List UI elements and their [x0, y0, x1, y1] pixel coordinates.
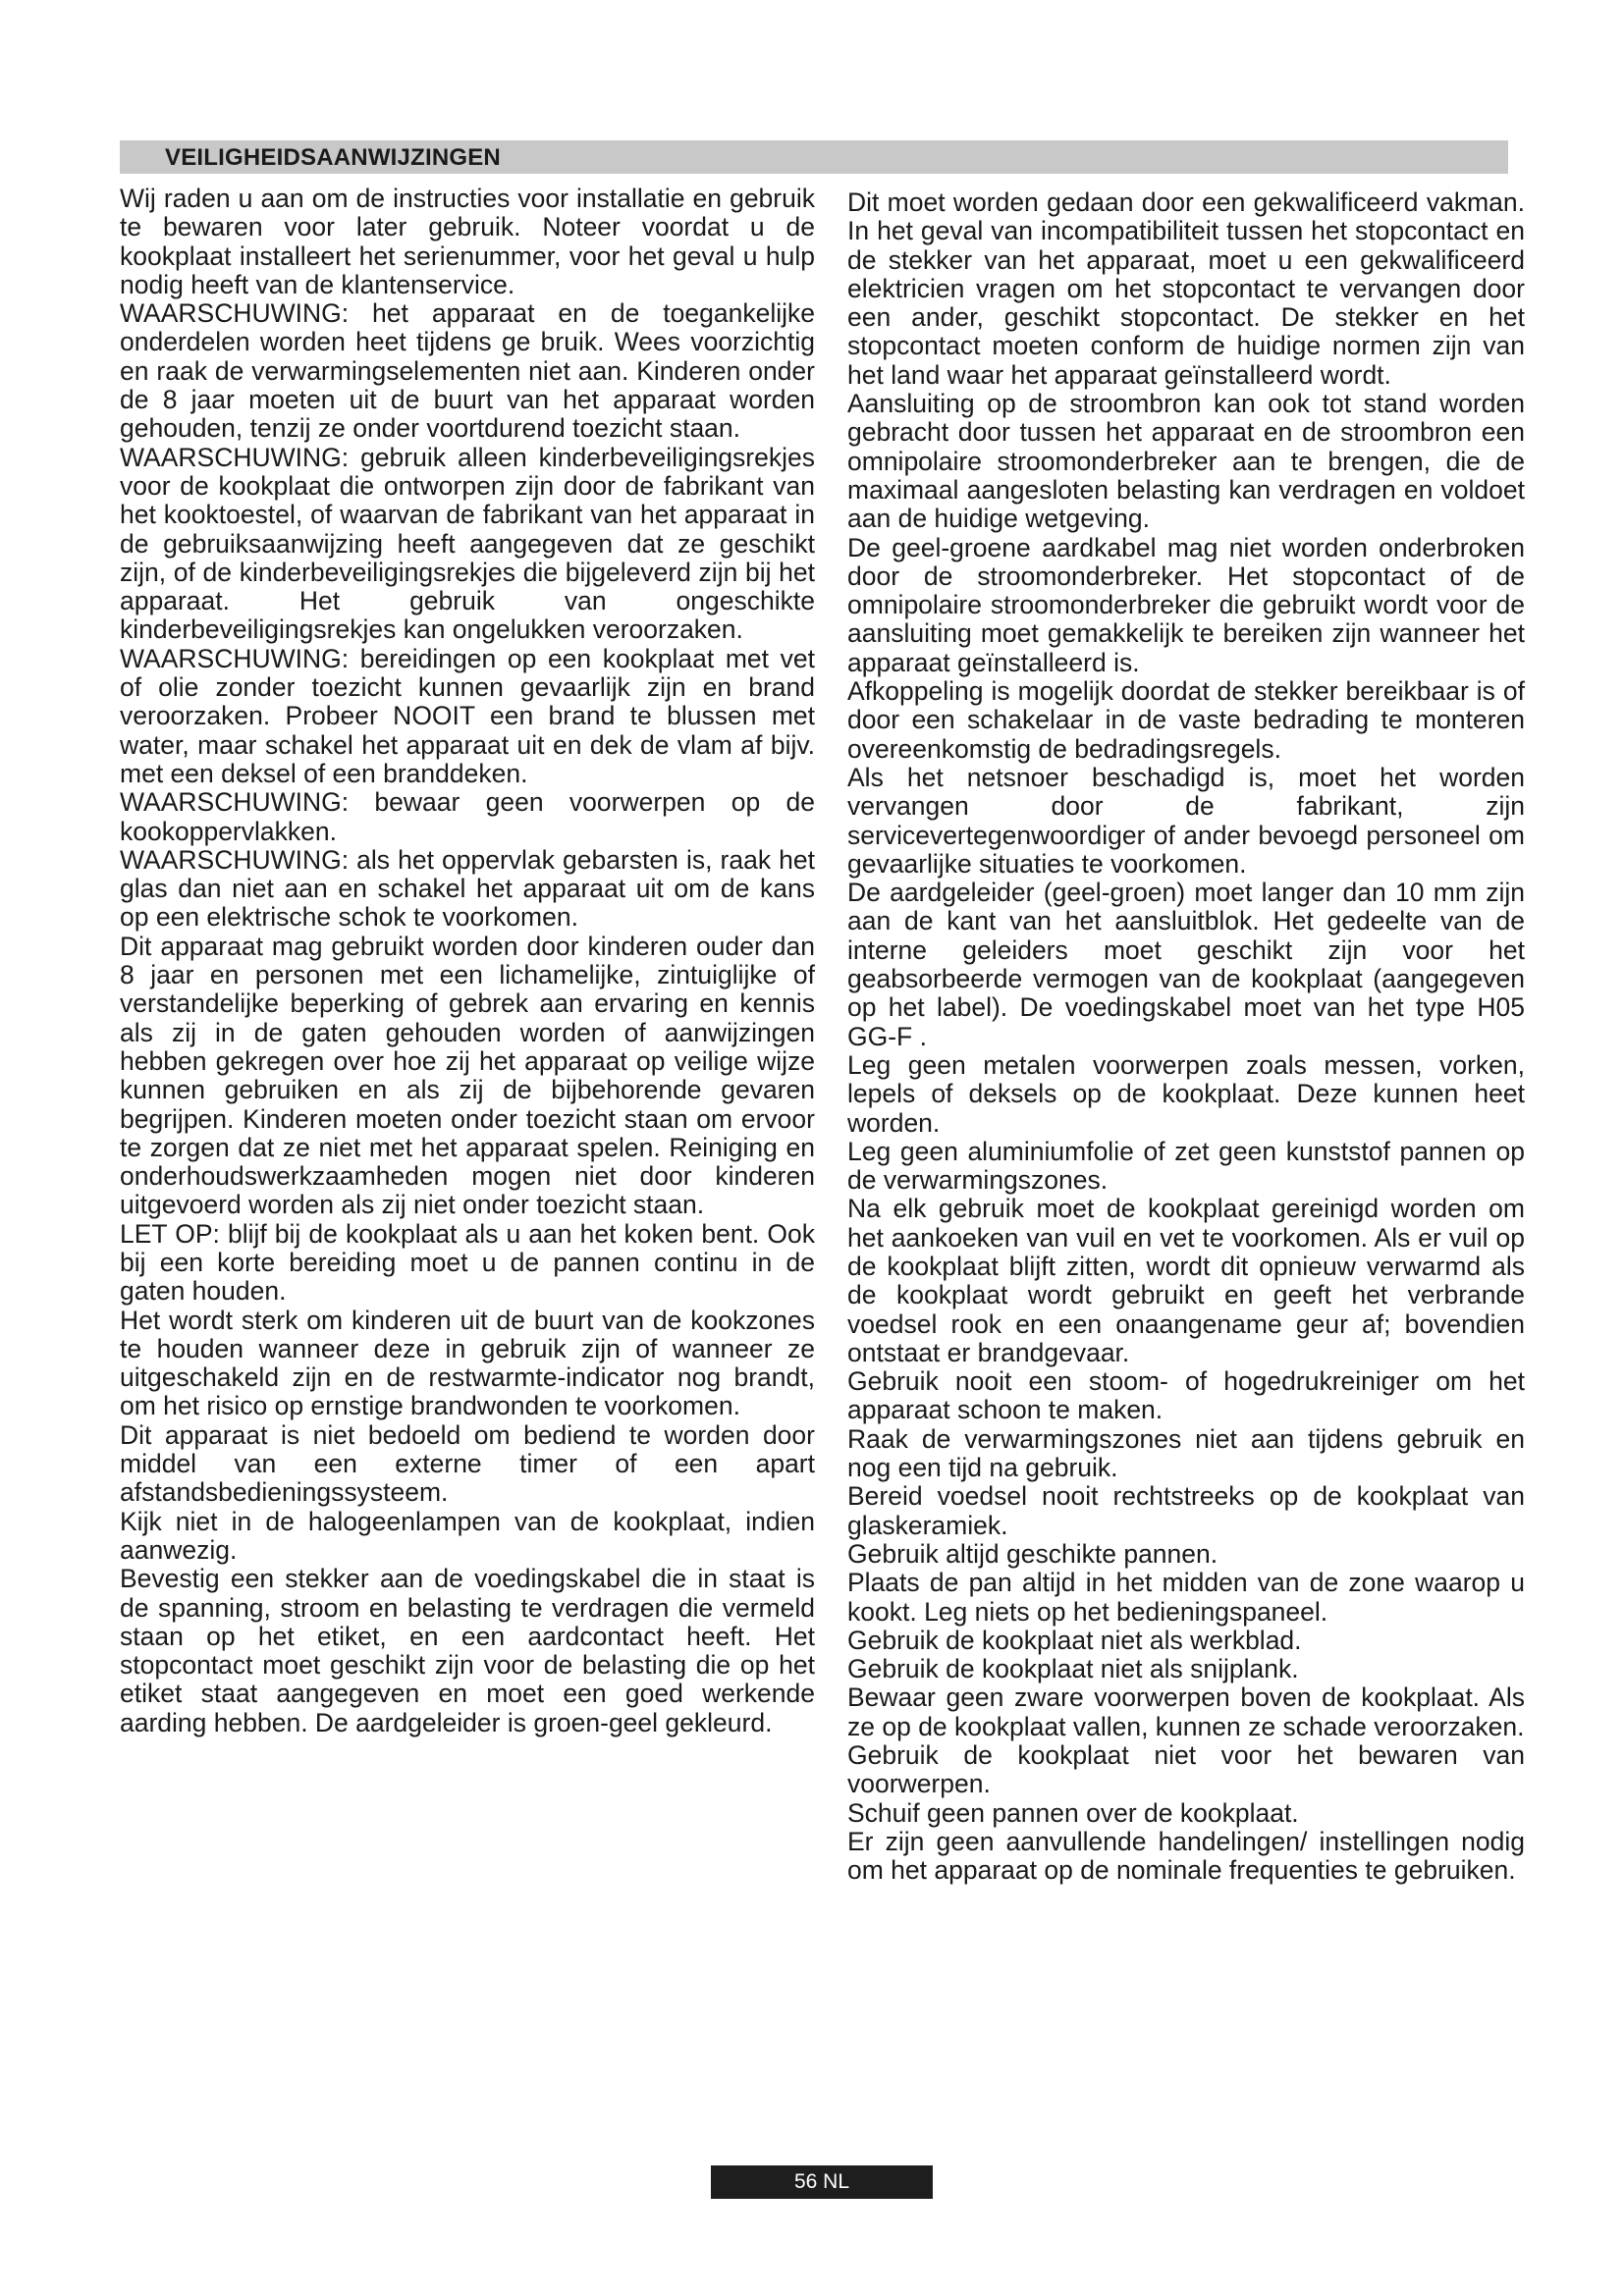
paragraph: Leg geen metalen voorwerpen zoals messen, vorken, lepels of deksels op de kookplaat. Deze kunnen heet worden. [847, 1049, 1525, 1138]
paragraph: Er zijn geen aanvullende handelingen/ instellingen nodig om het apparaat op de nominale frequenties te gebruiken. [847, 1826, 1525, 1886]
paragraph: LET OP: blijf bij de kookplaat als u aan het koken bent. Ook bij een korte bereiding moet u de pannen continu in de gaten houden. [120, 1218, 815, 1307]
paragraph: Wij raden u aan om de instructies voor installatie en gebruik te bewaren voor later gebruik. Noteer voordat u de kookplaat installeert het serienummer, voor het geval u hulp nodig heeft van de klantenservice. [120, 184, 815, 299]
paragraph: Het wordt sterk om kinderen uit de buurt van de kookzones te houden wanneer deze in gebruik zijn of wanneer ze uitgeschakeld zijn en de restwarmte-indicator nog brandt, om het risico op ernstige brandwonden te voorkomen. [120, 1305, 815, 1421]
paragraph: Gebruik de kookplaat niet als werkblad. [847, 1625, 1302, 1655]
paragraph: Dit moet worden gedaan door een gekwalificeerd vakman. In het geval van incompatibiliteit tussen het stopcontact en de stekker van het apparaat, moet u een gekwalificeerd elektricien vragen om het stopcontact te vervangen door een ander, geschikt stopcontact. De stekker en het stopcontact moeten conform de huidige normen zijn van het land waar het apparaat geïnstalleerd wordt. [847, 187, 1525, 390]
paragraph: WAARSCHUWING: bewaar geen voorwerpen op de kookoppervlakken. [120, 787, 815, 846]
paragraph: Aansluiting op de stroombron kan ook tot stand worden gebracht door tussen het apparaat en de stroombron een omnipolaire stroomonderbreker aan te brengen, die de maximaal aangesloten belasting kan verdragen en voldoet aan de huidige wetgeving. [847, 389, 1525, 534]
right-column [847, 188, 1525, 1886]
paragraph: WAARSCHUWING: gebruik alleen kinderbeveiligingsrekjes voor de kookplaat die ontworpen zijn door de fabrikant van het kooktoestel, of waarvan de fabrikant van het apparaat in de gebruiksaanwijzing heeft aangegeven dat ze geschikt zijn, of de kinderbeveiligingsrekjes die bijgeleverd zijn bij het apparaat. Het gebruik van ongeschikte kinderbeveiligingsrekjes kan ongelukken veroorzaken. [120, 442, 815, 645]
paragraph: Kijk niet in de halogeenlampen van de kookplaat, indien aanwezig. [120, 1506, 815, 1565]
paragraph: De geel-groene aardkabel mag niet worden onderbroken door de stroomonderbreker. Het stopcontact of de omnipolaire stroomonderbreker die gebruikt wordt voor de aansluiting moet gemakkelijk te bereiken zijn wanneer het apparaat geïnstalleerd is. [847, 532, 1525, 677]
paragraph: Bevestig een stekker aan de voedingskabel die in staat is de spanning, stroom en belasting te verdragen die vermeld staan op het etiket, en een aardcontact heeft. Het stopcontact moet geschikt zijn voor de belasting die op het etiket staat aangegeven en moet een goed werkende aarding hebben. De aardgeleider is groen-geel gekleurd. [120, 1564, 815, 1737]
paragraph: De aardgeleider (geel-groen) moet langer dan 10 mm zijn aan de kant van het aansluitblok. Het gedeelte van de interne geleiders moet geschikt zijn voor het geabsorbeerde vermogen van de kookplaat (aangegeven op het label). De voedingskabel moet van het type H05 GG-F . [847, 878, 1525, 1051]
paragraph: Plaats de pan altijd in het midden van de zone waarop u kookt. Leg niets op het bedieningspaneel. [847, 1568, 1525, 1627]
paragraph: Gebruik altijd geschikte pannen. [847, 1538, 1218, 1569]
page-number: 56 NL [711, 2165, 933, 2199]
paragraph: Dit apparaat mag gebruikt worden door kinderen ouder dan 8 jaar en personen met een lichamelijke, zintuiglijke of verstandelijke beperking of gebrek aan ervaring en kennis als zij in de gaten gehouden worden of aanwijzingen hebben gekregen over hoe zij het apparaat op veilige wijze kunnen gebruiken en als zij de bijbehorende gevaren begrijpen. Kinderen moeten onder toezicht staan om ervoor te zorgen dat ze niet met het apparaat spelen. Reiniging en onderhoudswerkzaamheden mogen niet door kinderen uitgevoerd worden als zij niet onder toezicht staan. [120, 931, 815, 1220]
paragraph: Raak de verwarmingszones niet aan tijdens gebruik en nog een tijd na gebruik. [847, 1423, 1525, 1483]
paragraph: Gebruik de kookplaat niet voor het bewaren van voorwerpen. [847, 1740, 1525, 1799]
paragraph: Als het netsnoer beschadigd is, moet het worden vervangen door de fabrikant, zijn servicevertegenwoordiger of ander bevoegd personeel om gevaarlijke situaties te voorkomen. [847, 762, 1525, 879]
paragraph: Bereid voedsel nooit rechtstreeks op de kookplaat van glaskeramiek. [847, 1481, 1525, 1540]
paragraph: WAARSCHUWING: als het oppervlak gebarsten is, raak het glas dan niet aan en schakel het apparaat uit om de kans op een elektrische schok te voorkomen. [120, 844, 815, 933]
paragraph: Bewaar geen zware voorwerpen boven de kookplaat. Als ze op de kookplaat vallen, kunnen ze schade veroorzaken. [847, 1682, 1525, 1741]
paragraph: Na elk gebruik moet de kookplaat gereinigd worden om het aankoeken van vuil en vet te voorkomen. Als er vuil op de kookplaat blijft zitten, wordt dit opnieuw verwarmd als de kookplaat wordt gebruikt en geeft het verbrande voedsel rook en een onaangename geur af; bovendien ontstaat er brandgevaar. [847, 1194, 1525, 1367]
paragraph: Schuif geen pannen over de kookplaat. [847, 1797, 1299, 1828]
paragraph: WAARSCHUWING: het apparaat en de toegankelijke onderdelen worden heet tijdens ge bruik. Wees voorzichtig en raak de verwarmingselementen niet aan. Kinderen onder de 8 jaar moeten uit de buurt van het apparaat worden gehouden, tenzij ze onder voortdurend toezicht staan. [120, 298, 815, 444]
left-column [120, 185, 815, 1737]
paragraph: WAARSCHUWING: bereidingen op een kookplaat met vet of olie zonder toezicht kunnen gevaarlijk zijn en brand veroorzaken. Probeer NOOIT een brand te blussen met water, maar schakel het apparaat uit en dek de vlam af bijv. met een deksel of een branddeken. [120, 643, 815, 788]
paragraph: Dit apparaat is niet bedoeld om bediend te worden door middel van een externe timer of een apart afstandsbedieningssysteem. [120, 1419, 815, 1508]
paragraph: Gebruik nooit een stoom- of hogedrukreiniger om het apparaat schoon te maken. [847, 1366, 1525, 1425]
paragraph: Afkoppeling is mogelijk doordat de stekker bereikbaar is of door een schakelaar in de vaste bedrading te monteren overeenkomstig de bedradingsregels. [847, 676, 1525, 764]
section-title: VEILIGHEIDSAANWIJZINGEN [165, 144, 501, 171]
paragraph: Leg geen aluminiumfolie of zet geen kunststof pannen op de verwarmingszones. [847, 1136, 1525, 1196]
paragraph: Gebruik de kookplaat niet als snijplank. [847, 1654, 1299, 1684]
